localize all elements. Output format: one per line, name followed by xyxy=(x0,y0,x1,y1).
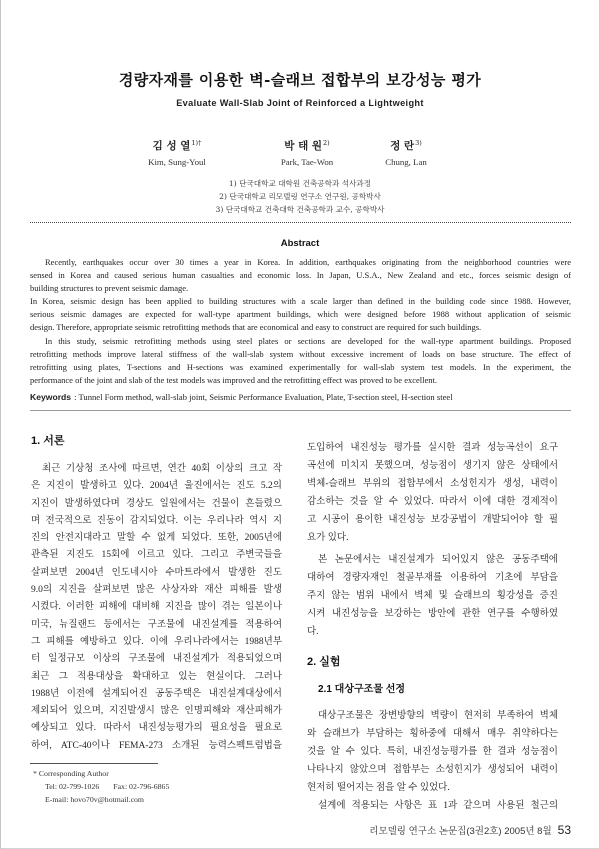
author-name-korean: 김 성 열 xyxy=(152,140,191,152)
abstract-heading: Abstract xyxy=(280,238,320,249)
text-line: 본 논문에서는 내진설계가 되어있지 않은 공동주택에 xyxy=(318,555,558,565)
text-line: 1988년 이전에 설계되어진 공동주택은 내진설계대상에서 xyxy=(31,688,282,699)
text-line: 진의 안전지대라고 말할 수 없게 되었다. 또한, 2005년에 xyxy=(31,533,282,544)
text-line: 나타나지 않았으며 접합부는 소성힌지가 생성되어 내력이 xyxy=(307,765,558,775)
right-column-text-continued xyxy=(307,439,558,547)
abstract-line: Recently, earthquakes occur over 30 times a year in Korea. In addition, earthquakes originating from the neighborhood countries were xyxy=(45,257,571,267)
author-name-english: Kim, Sung-Youl xyxy=(148,157,206,167)
text-line: 대상구조물은 장변방향의 벽량이 현저히 부족하여 벽체 xyxy=(318,711,558,721)
abstract-body xyxy=(30,256,571,387)
author-name-english: Chung, Lan xyxy=(385,157,427,167)
text-line: 지진이 발생하였다며 경상도 일원에서는 건물이 흔들렸으 xyxy=(31,498,282,509)
author-affiliation-mark: 1)† xyxy=(191,139,202,147)
text-line: 요가 있다. xyxy=(307,533,349,543)
text-line: 은 지진이 발생하고 있다. 2004년 울진에서는 진도 5.2의 xyxy=(31,481,282,492)
abstract-line: design. Therefore, appropriate seismic retrofitting methods that are economical and easy to construct are required for such buildings. xyxy=(30,322,482,333)
keywords-line xyxy=(30,390,571,404)
text-line: 현저히 떨어지는 점을 알 수 있었다. xyxy=(307,783,450,793)
corresponding-author-footnote xyxy=(33,767,283,806)
author-affiliation-mark: 3) xyxy=(415,139,422,147)
footnote-title: * Corresponding Author xyxy=(33,769,109,778)
footnote-divider xyxy=(30,763,158,764)
text-line: 하여, ATC-40이나 FEMA-273 소개된 능력스펙트럼법을 xyxy=(31,740,282,751)
text-line: 예상되고 있다. 따라서 내진성능평가의 필요성을 필요로 xyxy=(31,723,282,734)
footnote-tel: Tel: 02-799-1026 xyxy=(45,782,100,791)
text-line: 와 슬래브가 부담하는 횡하중에 대해서 매우 취약하다는 xyxy=(307,729,558,739)
text-line: 대하여 경량자재인 철골부재를 이용하여 기초에 부담을 xyxy=(307,573,558,583)
experiment-paragraph xyxy=(307,707,558,797)
page-number: 53 xyxy=(557,823,571,837)
abstract-line: serious seismic damages are expected for wall-type apartment buildings, which were designed before 1988 without application of seismic xyxy=(30,309,571,320)
author-name-korean: 박 태 원 xyxy=(284,140,323,152)
text-line: 살펴보면 2004년 인도네시아 수마트라에서 발생한 진도 xyxy=(31,567,282,578)
author-name-english: Park, Tae-Won xyxy=(280,157,334,167)
abstract-line: In this study, seismic retrofitting methods using steel plates or sections are developed for the wall-type apartment buildings. Proposed xyxy=(45,335,571,346)
text-line: 벽체-슬래브 부위의 접합부에서 소성힌지가 생성, 내력이 xyxy=(307,479,558,489)
subsection-heading: 2.1 대상구조물 선정 xyxy=(318,684,406,695)
section-heading-introduction: 1. 서론 xyxy=(31,435,65,447)
dotted-divider xyxy=(30,222,571,223)
footnote-email: E-mail: hovo70v@hotmail.com xyxy=(45,795,144,804)
text-line: 그 피해를 예방하고 있다. 이에 우리나라에서는 1988년부 xyxy=(31,636,282,647)
keywords-label: Keywords xyxy=(30,392,72,402)
right-column-paragraph xyxy=(307,551,558,641)
author-name-korean: 정 란 xyxy=(390,140,415,152)
text-line: 9.0의 지진을 살펴보면 많은 사상자와 재산 피해를 발생 xyxy=(31,585,282,596)
text-line: 며 전국적으로 진동이 감지되었다. 이는 우리나라 역시 지 xyxy=(31,515,282,526)
journal-info: 리모델링 연구소 논문집(3권2호) 2005년 8월 xyxy=(369,826,552,837)
affiliation-1: 1) 단국대학교 대학원 건축공학과 석사과정 xyxy=(228,178,372,188)
abstract-line: In Korea, seismic design has been applied to building structures with a scale larger than defined in the building code since 1988. However, xyxy=(30,296,571,307)
abstract-line: performance of the joint and slab of the test models was improved and the retrofitting effect was proved to be excellent. xyxy=(30,374,437,385)
text-line: 설계에 적용되는 사항은 표 1과 같으며 사용된 철근의 xyxy=(318,801,558,811)
author-korean-line xyxy=(346,136,466,153)
paper-title-korean: 경량자재를 이용한 벽-슬래브 접합부의 보강성능 평가 xyxy=(118,71,482,89)
text-line: 최근 그 적용대상을 확대하고 있는 현실이다. 그러나 xyxy=(31,671,282,682)
text-line: 주지 않는 범위 내에서 벽체 및 슬래브의 횡강성을 증진 xyxy=(307,591,558,601)
abstract-divider xyxy=(30,410,571,411)
experiment-paragraph xyxy=(307,797,558,815)
affiliation-list xyxy=(0,177,600,216)
paper-title-english: Evaluate Wall-Slab Joint of Reinforced a Lightweight xyxy=(176,98,424,108)
affiliation-2: 2) 단국대학교 리모델링 연구소 연구원, 공학박사 xyxy=(219,191,381,201)
text-line: 터 일정규모 이상의 구조물에 내진설계가 적용되었으며 xyxy=(31,654,282,665)
author-3 xyxy=(346,136,466,169)
abstract-line: sensed in Korea and caused serious human casualties and economic loss. In Japan, U.S.A., New Zealand and etc., forces seismic design of xyxy=(30,270,571,281)
affiliation-3: 3) 단국대학교 건축대학 건축공학과 교수, 공학박사 xyxy=(215,204,385,214)
text-line: 도입하여 내진성능 평가를 실시한 결과 성능곡선이 요구 xyxy=(307,443,558,453)
text-line: 관측된 지진도 15회에 이르고 있다. 그리고 주변국들을 xyxy=(31,550,282,561)
abstract-line: building structures to prevent seismic damage. xyxy=(30,283,189,294)
text-line: 시켜 내진성능을 보강하는 방안에 관한 연구를 수행하였 xyxy=(307,609,558,619)
keywords-value: : Tunnel Form method, wall-slab joint, Seismic Performance Evaluation, Plate, T-section steel, H-section steel xyxy=(74,392,453,402)
section-heading-experiment: 2. 실험 xyxy=(307,656,341,668)
text-line: 미국, 뉴질랜드 등에서는 구조물에 내진설계를 적용하여 xyxy=(31,619,282,630)
page-footer xyxy=(369,823,571,837)
abstract-line: retrofitting using plates, T-sections and H-sections was examined experimentally for wall-slab system test models. In the experiment, the xyxy=(30,361,571,372)
footnote-phone-line xyxy=(33,780,283,793)
text-line: 고 시공이 용이한 내진성능 보강공법이 개발되어야 할 필 xyxy=(307,515,558,525)
text-line: 시켰다. 이러한 피해에 대비해 지진을 많이 겪는 일본이나 xyxy=(31,602,282,613)
text-line: 곡선에 미치지 못했으며, 성능점이 생기지 않은 상태에서 xyxy=(307,461,558,471)
author-1 xyxy=(117,136,237,169)
left-column-text xyxy=(31,461,282,755)
text-line: 제외되어 있으며, 지진발생시 많은 인명피해와 재산피해가 xyxy=(31,706,282,717)
text-line: 최근 기상청 조사에 따르면, 연간 40회 이상의 크고 작 xyxy=(42,464,282,474)
author-korean-line xyxy=(117,136,237,153)
text-line: 감소하는 것을 알 수 있었다. 따라서 이에 대한 경제적이 xyxy=(307,497,558,507)
abstract-line: retrofitting methods improve lateral stiffness of the wall-slab system without excessive increment of loads on base structure. The effect of xyxy=(30,348,571,359)
footnote-fax: Fax: 02-796-6865 xyxy=(113,782,170,791)
text-line: 것을 알 수 있다. 특히, 내진성능평가를 한 결과 성능점이 xyxy=(307,747,558,757)
author-affiliation-mark: 2) xyxy=(323,139,330,147)
text-line: 다. xyxy=(307,627,319,637)
